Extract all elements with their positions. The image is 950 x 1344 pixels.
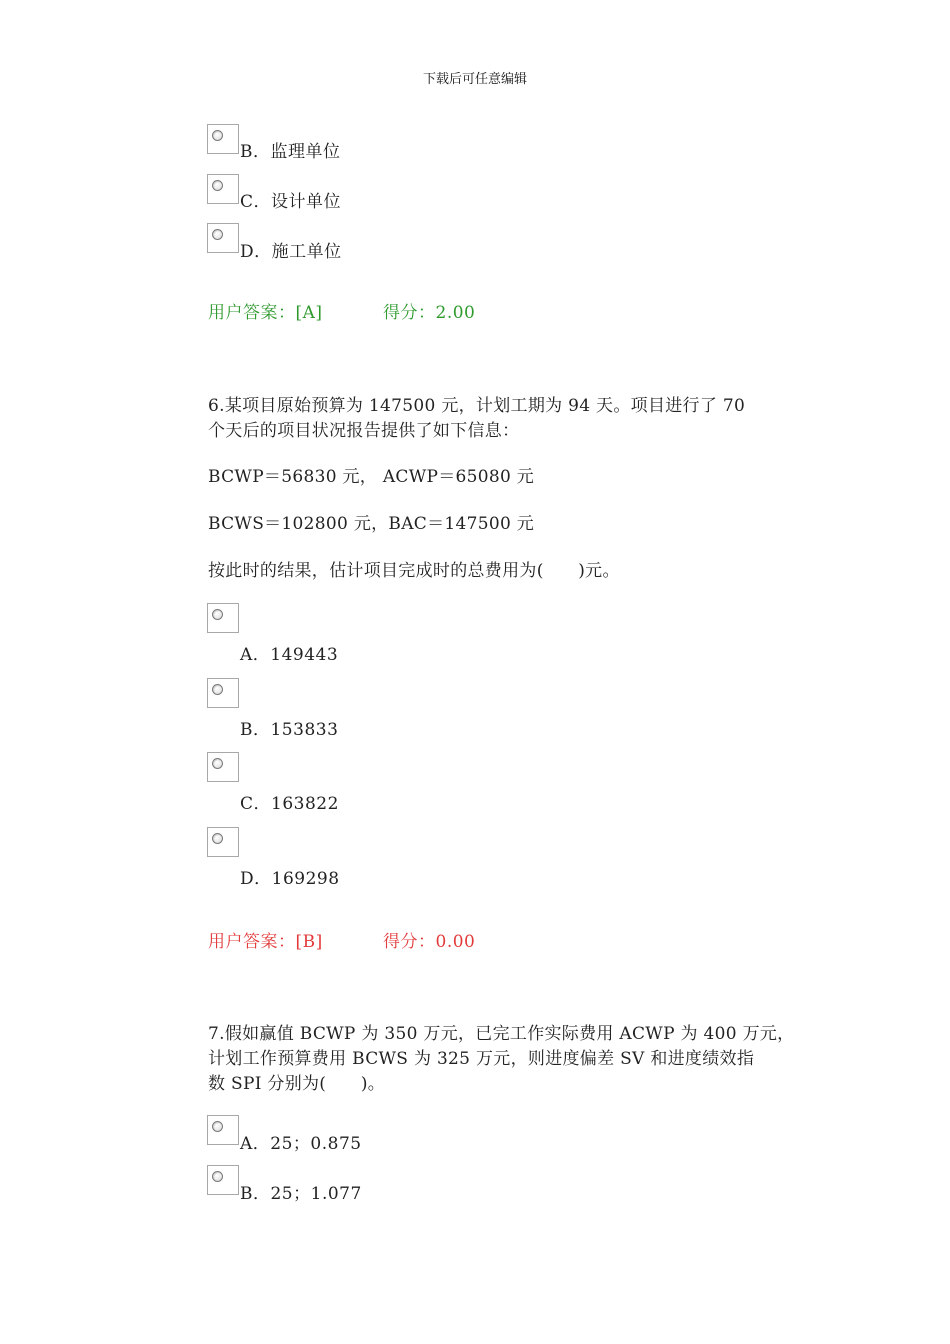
- q6-result: [208, 927, 476, 952]
- q6-stem-line-2: 个天后的项目状况报告提供了如下信息：: [208, 421, 520, 441]
- page-header: 下载后可任意编辑: [422, 72, 527, 87]
- option-label: B．25；1.077: [240, 1184, 362, 1204]
- radio-button[interactable]: [207, 124, 239, 154]
- q6-info-line-1: BCWP＝56830 元， ACWP＝65080 元: [208, 467, 535, 487]
- user-answer: 用户答案：[A]: [208, 303, 323, 323]
- radio-button[interactable]: [207, 752, 239, 782]
- option-label: D．169298: [240, 869, 340, 889]
- radio-button[interactable]: [207, 1165, 239, 1195]
- radio-circle-icon: [212, 1121, 223, 1132]
- option-label: B．监理单位: [240, 142, 341, 162]
- radio-button[interactable]: [207, 603, 239, 633]
- radio-circle-icon: [212, 609, 223, 620]
- q6-question: 按此时的结果，估计项目完成时的总费用为( )元。: [208, 561, 620, 581]
- q6-stem-line-1: 6.某项目原始预算为 147500 元，计划工期为 94 天。项目进行了 70: [208, 396, 746, 416]
- radio-circle-icon: [212, 130, 223, 141]
- radio-button[interactable]: [207, 174, 239, 204]
- q7-stem-line-3: 数 SPI 分别为( )。: [208, 1074, 386, 1094]
- q6-info-line-2: BCWS＝102800 元，BAC＝147500 元: [208, 514, 535, 534]
- q7-stem-line-2: 计划工作预算费用 BCWS 为 325 万元，则进度偏差 SV 和进度绩效指: [208, 1049, 755, 1069]
- score: 得分：2.00: [383, 303, 476, 323]
- radio-circle-icon: [212, 833, 223, 844]
- radio-button[interactable]: [207, 678, 239, 708]
- radio-button[interactable]: [207, 827, 239, 857]
- option-label: C．163822: [240, 794, 339, 814]
- option-label: C．设计单位: [240, 192, 342, 212]
- radio-circle-icon: [212, 684, 223, 695]
- option-label: A．25；0.875: [240, 1134, 362, 1154]
- radio-circle-icon: [212, 1171, 223, 1182]
- radio-button[interactable]: [207, 1115, 239, 1145]
- user-answer: 用户答案：[B]: [208, 932, 323, 952]
- radio-circle-icon: [212, 180, 223, 191]
- q7-stem-line-1: 7.假如赢值 BCWP 为 350 万元，已完工作实际费用 ACWP 为 400 万元，: [208, 1024, 795, 1044]
- radio-button[interactable]: [207, 223, 239, 253]
- option-label: B．153833: [240, 720, 339, 740]
- radio-circle-icon: [212, 229, 223, 240]
- radio-circle-icon: [212, 758, 223, 769]
- option-label: D．施工单位: [240, 242, 342, 262]
- option-label: A．149443: [240, 645, 339, 665]
- q5-result: [208, 298, 476, 323]
- score: 得分：0.00: [383, 932, 476, 952]
